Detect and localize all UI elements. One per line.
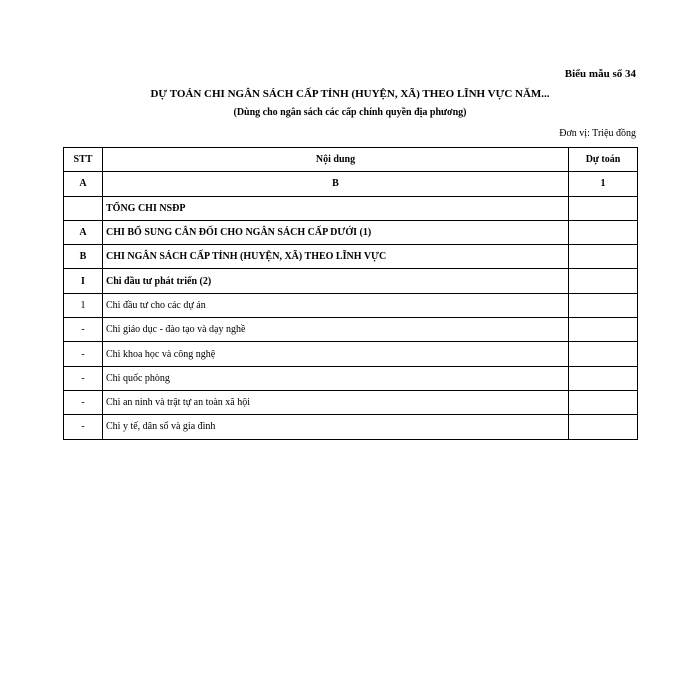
table-row [64, 390, 638, 414]
table-row [64, 269, 638, 293]
table-row [64, 318, 638, 342]
form-number: Biểu mẫu số 34 [564, 68, 636, 80]
row-estimate-cell [569, 245, 638, 269]
row-stt-cell: - [64, 415, 103, 439]
row-content-cell: TỔNG CHI NSĐP [103, 196, 569, 220]
row-content-cell: Chi y tế, dân số và gia đình [103, 415, 569, 439]
index-estimate: 1 [569, 172, 638, 196]
index-stt: A [64, 172, 103, 196]
row-estimate-cell [569, 220, 638, 244]
row-stt-cell: - [64, 366, 103, 390]
row-estimate-cell [569, 196, 638, 220]
header-stt: STT [64, 148, 103, 172]
row-content-cell: Chi quốc phòng [103, 366, 569, 390]
header-content: Nội dung [103, 148, 569, 172]
table-body [64, 172, 638, 439]
row-stt-cell: - [64, 390, 103, 414]
table-row [64, 245, 638, 269]
table-row [64, 196, 638, 220]
document-subtitle: (Dùng cho ngân sách các cấp chính quyền địa phương) [233, 107, 467, 118]
row-stt-cell: - [64, 318, 103, 342]
table-row [64, 415, 638, 439]
row-estimate-cell [569, 415, 638, 439]
row-stt-cell: B [64, 245, 103, 269]
row-estimate-cell [569, 342, 638, 366]
row-stt-cell [64, 196, 103, 220]
row-content-cell: CHI BỔ SUNG CÂN ĐỐI CHO NGÂN SÁCH CẤP DƯỚI (1) [103, 220, 569, 244]
table-row [64, 293, 638, 317]
column-index-row [64, 172, 638, 196]
row-content-cell: Chi đầu tư phát triển (2) [103, 269, 569, 293]
row-estimate-cell [569, 293, 638, 317]
row-content-cell: Chi đầu tư cho các dự án [103, 293, 569, 317]
row-stt-cell: 1 [64, 293, 103, 317]
index-content: B [103, 172, 569, 196]
table-row [64, 342, 638, 366]
row-estimate-cell [569, 269, 638, 293]
table-header-row [64, 148, 638, 172]
row-estimate-cell [569, 318, 638, 342]
header-estimate: Dự toán [569, 148, 638, 172]
row-content-cell: Chi an ninh và trật tự an toàn xã hội [103, 390, 569, 414]
table-row [64, 366, 638, 390]
row-stt-cell: A [64, 220, 103, 244]
row-estimate-cell [569, 366, 638, 390]
row-stt-cell: I [64, 269, 103, 293]
document-title: DỰ TOÁN CHI NGÂN SÁCH CẤP TỈNH (HUYỆN, XÃ) THEO LĨNH VỰC NĂM... [150, 88, 550, 100]
budget-table [63, 147, 638, 440]
table-row [64, 220, 638, 244]
row-content-cell: Chi khoa học và công nghệ [103, 342, 569, 366]
row-content-cell: Chi giáo dục - đào tạo và dạy nghề [103, 318, 569, 342]
row-stt-cell: - [64, 342, 103, 366]
row-content-cell: CHI NGÂN SÁCH CẤP TỈNH (HUYỆN, XÃ) THEO LĨNH VỰC [103, 245, 569, 269]
row-estimate-cell [569, 390, 638, 414]
unit-label: Đơn vị: Triệu đồng [559, 128, 636, 139]
